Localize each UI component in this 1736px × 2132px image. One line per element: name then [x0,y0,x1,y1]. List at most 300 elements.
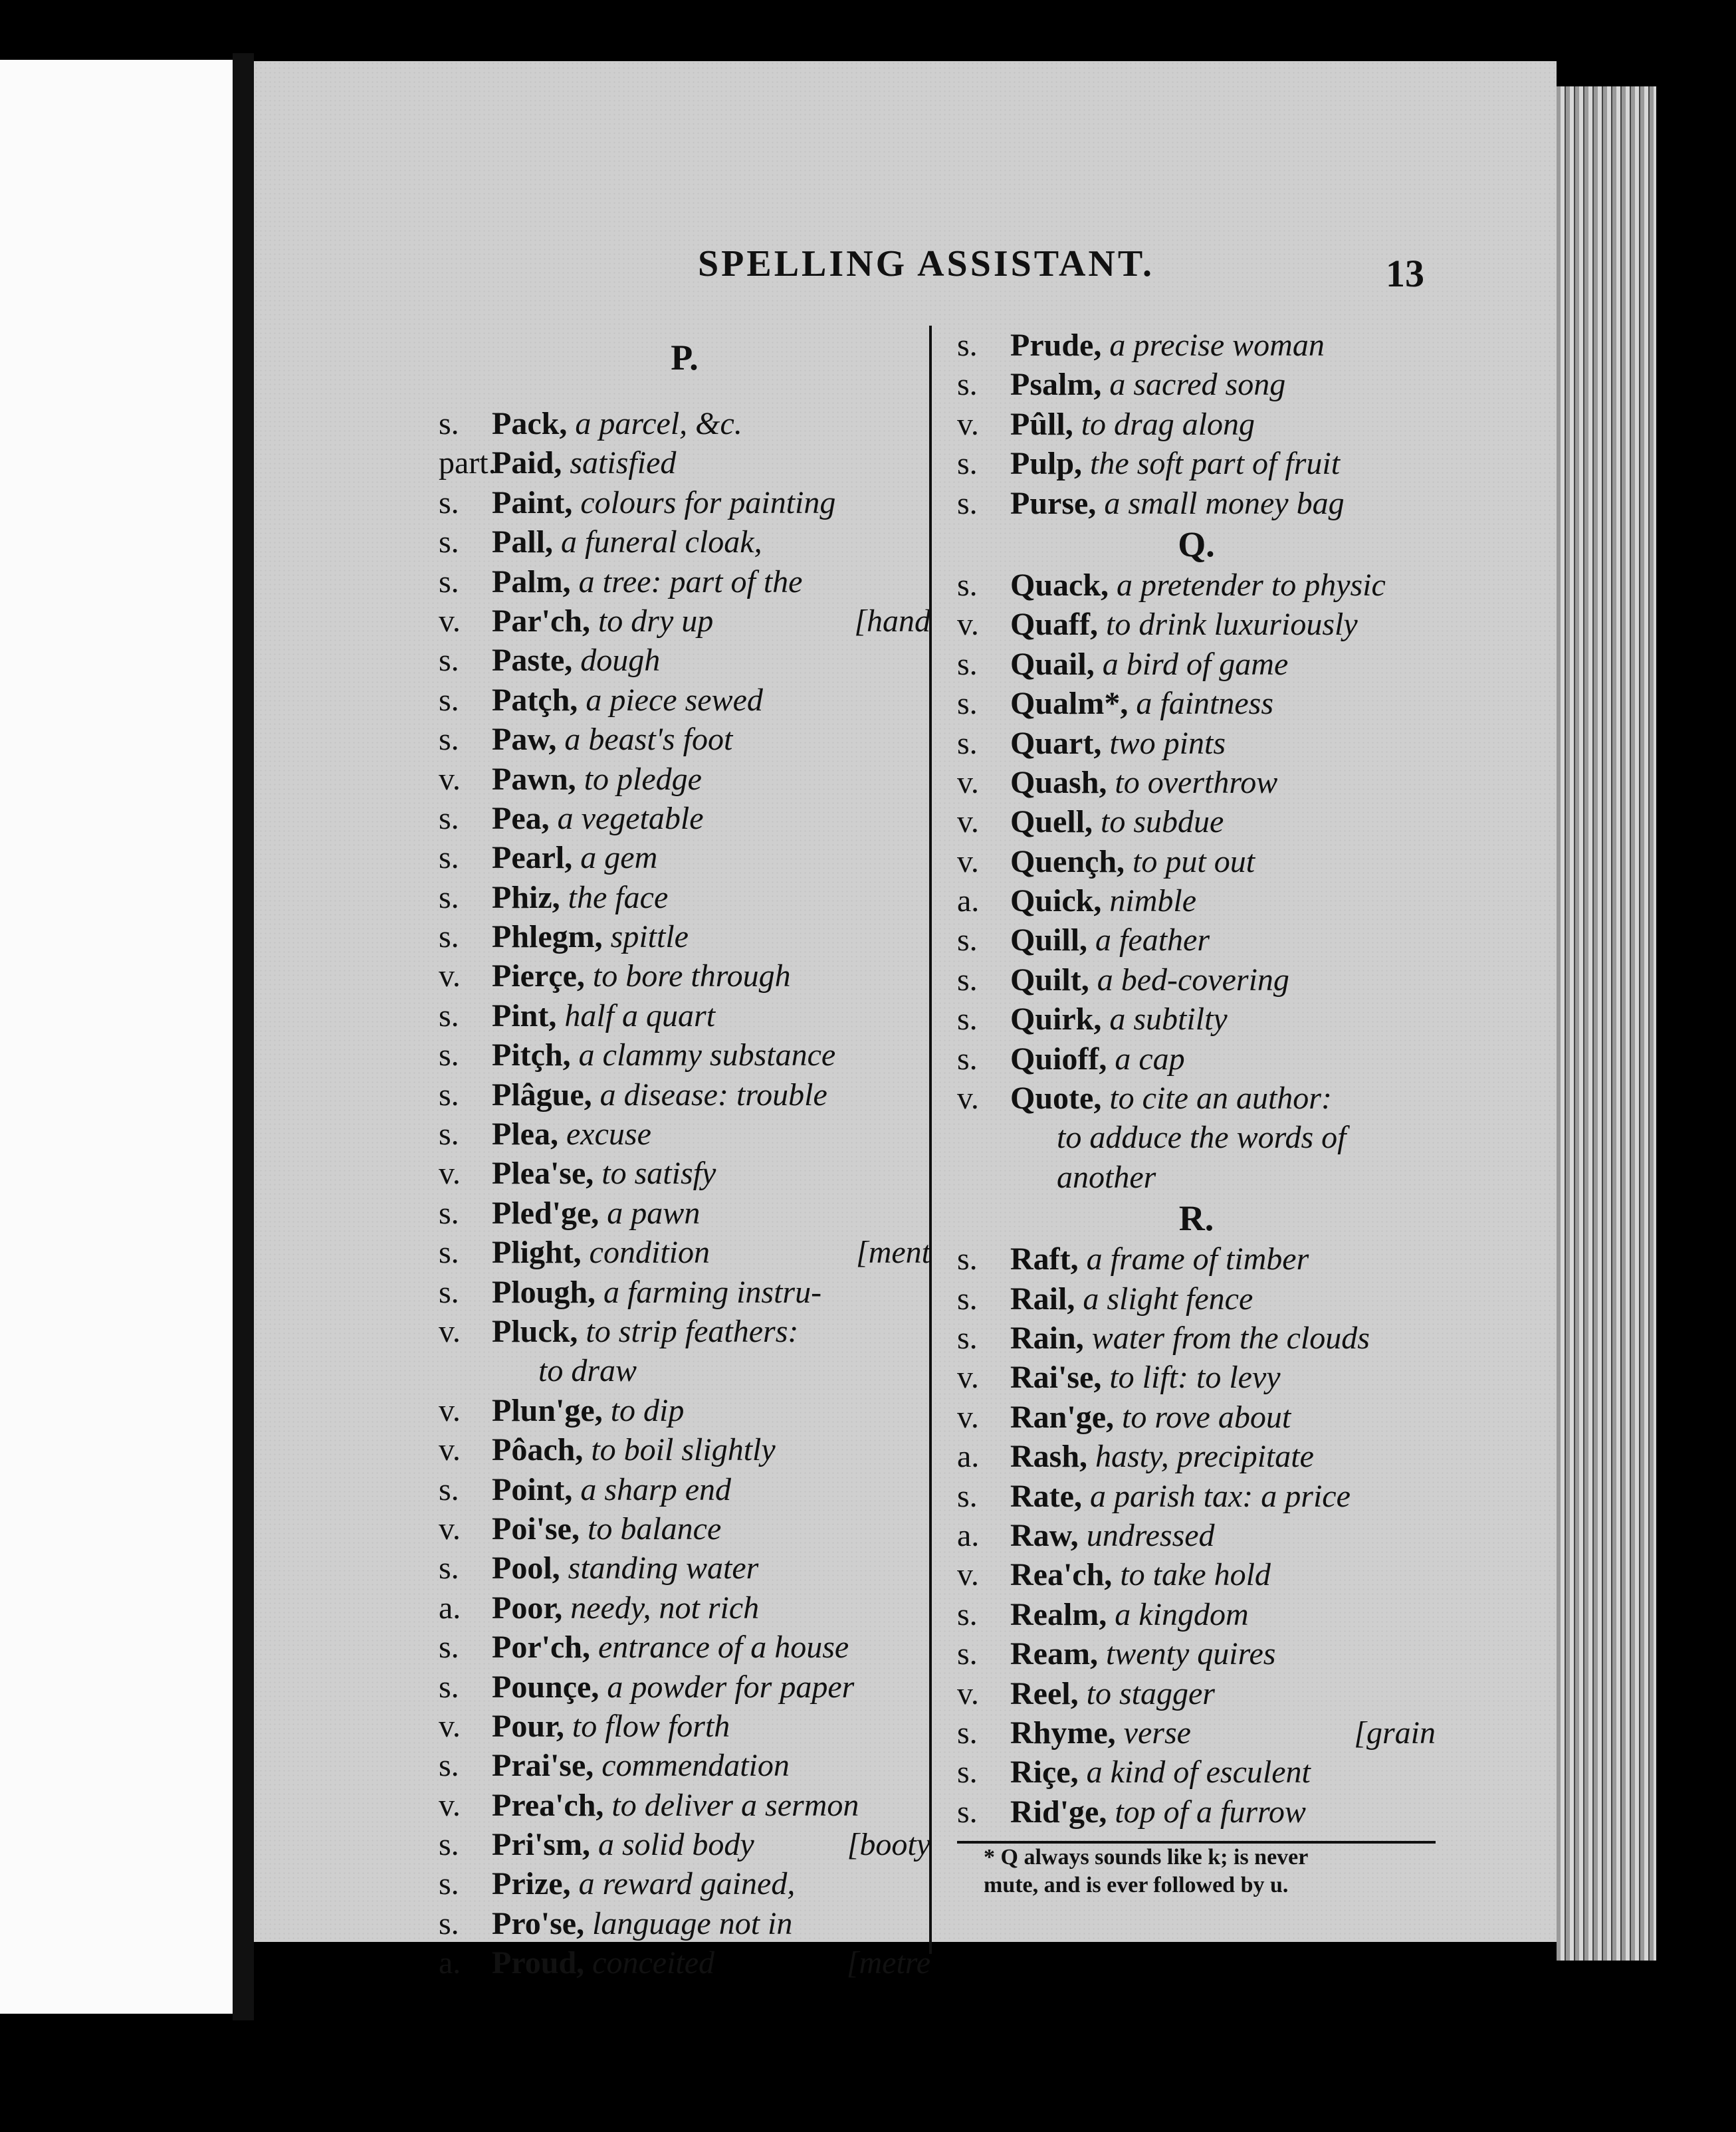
definition: a subtilty [1109,1002,1228,1037]
part-of-speech: s. [957,446,978,482]
part-of-speech: v. [439,1313,461,1349]
dictionary-entry [439,917,930,956]
part-of-speech: s. [439,1471,459,1507]
definition: language not in [592,1905,793,1941]
definition: to dry up [597,603,714,639]
definition: to bore through [592,958,791,994]
dictionary-entry [957,684,1436,723]
headword: Ream, [1010,1636,1098,1672]
dictionary-entry [439,1470,930,1509]
part-of-speech: s. [439,1195,459,1231]
dictionary-entry [439,1233,930,1272]
dictionary-entry [957,842,1436,881]
definition: a reward gained, [578,1866,796,1902]
entry-list-r [957,1239,1436,1832]
definition: water from the clouds [1091,1320,1370,1356]
definition: conceited [592,1945,715,1981]
headword: Purse, [1010,485,1097,521]
part-of-speech: a. [439,1945,461,1981]
definition: a feather [1095,922,1210,958]
dictionary-entry [439,1707,930,1746]
definition: to drink luxuriously [1106,607,1358,643]
definition: to strip feathers: [586,1313,799,1349]
part-of-speech: s. [957,922,978,958]
part-of-speech: s. [439,1866,459,1902]
dictionary-entry [439,1509,930,1548]
part-of-speech: s. [957,1755,978,1790]
part-of-speech: s. [439,840,459,876]
headword: Quash, [1010,764,1107,800]
definition: a sacred song [1109,367,1286,403]
headword: Quilt, [1010,962,1089,998]
part-of-speech: s. [439,406,459,441]
headword: Rai'se, [1010,1360,1102,1396]
part-of-speech: s. [439,1669,459,1705]
part-of-speech: s. [957,1041,978,1077]
headword: Raft, [1010,1241,1079,1277]
headword: Quill, [1010,922,1088,958]
part-of-speech: v. [957,406,979,442]
dictionary-entry [439,1115,930,1154]
definition: commendation [601,1748,790,1784]
part-of-speech: s. [439,1827,459,1863]
dictionary-entry [439,1864,930,1903]
part-of-speech: a. [957,1517,980,1553]
part-of-speech: s. [957,1478,978,1514]
headword: Plight, [492,1235,582,1271]
definition: a tree: part of the [578,564,803,599]
dictionary-entry [439,799,930,838]
headword: Paid, [492,445,562,481]
part-of-speech: s. [439,682,459,718]
dictionary-entry [439,601,930,641]
part-of-speech: s. [957,962,978,998]
dictionary-entry [439,1312,930,1351]
headword: Quart, [1010,725,1102,761]
definition: verse [1123,1715,1191,1751]
entry-continuation: another [1057,1159,1156,1195]
blank-left-page [0,60,233,2014]
dictionary-entry [439,878,930,917]
dictionary-entry [957,881,1436,920]
part-of-speech: s. [957,485,978,521]
entry-list-p-continued [957,326,1436,523]
definition: a bird of game [1102,646,1289,682]
dictionary-entry [439,681,930,720]
definition: to take hold [1120,1557,1271,1593]
definition: entrance of a house [597,1630,849,1665]
part-of-speech: s. [439,1077,459,1113]
headword: Rail, [1010,1281,1075,1317]
headword: Paste, [492,643,573,679]
definition: top of a furrow [1115,1794,1306,1830]
running-head: SPELLING ASSISTANT. [698,243,1155,284]
dictionary-entry [439,1588,930,1628]
dictionary-entry [957,1634,1436,1673]
definition: a gem [580,840,658,876]
dictionary-entry [439,1273,930,1312]
headword: Quirk, [1010,1002,1102,1037]
dictionary-entry [957,1477,1436,1516]
headword: Phlegm, [492,919,603,955]
part-of-speech: s. [439,1274,459,1310]
dictionary-entry [439,1548,930,1588]
definition: to cite an author: [1109,1081,1332,1117]
dictionary-entry [439,1628,930,1667]
definition: spittle [610,919,689,955]
part-of-speech: s. [957,1281,978,1317]
headword: Paw, [492,722,557,758]
definition: to balance [587,1511,722,1546]
dictionary-entry [439,720,930,759]
definition: to lift: to levy [1109,1360,1281,1396]
headword: Qualm*, [1010,686,1129,722]
part-of-speech: s. [957,328,978,363]
definition: to stagger [1086,1675,1215,1711]
definition: a sharp end [580,1471,732,1507]
dictionary-entry [439,1035,930,1075]
dictionary-entry [439,1391,930,1430]
book-gutter [233,53,254,2020]
part-of-speech: s. [439,800,459,836]
dictionary-entry [957,1437,1436,1476]
part-of-speech: a. [439,1590,461,1626]
headword: Quaff, [1010,607,1098,643]
entry-list-p [439,404,930,1983]
dictionary-entry [439,1904,930,1943]
headword: Ran'ge, [1010,1399,1114,1435]
dictionary-entry [439,956,930,996]
section-heading-p: P. [671,338,699,377]
dictionary-entry [957,605,1436,644]
part-of-speech: s. [957,1636,978,1672]
dictionary-entry [957,1358,1436,1397]
definition: a piece sewed [586,682,763,718]
dictionary-entry [957,763,1436,802]
headword: Prea'ch, [492,1787,604,1823]
headword: Plun'ge, [492,1392,603,1428]
headword: Plea, [492,1117,558,1152]
dictionary-entry [439,404,930,443]
part-of-speech: v. [439,761,461,797]
dictionary-entry [957,405,1436,444]
part-of-speech: v. [439,1156,461,1192]
definition: excuse [566,1117,651,1152]
definition: a frame of timber [1086,1241,1309,1277]
part-of-speech: s. [957,1596,978,1632]
definition: a farming instru- [603,1274,822,1310]
headword: Raw, [1010,1517,1079,1553]
definition: a parish tax: a price [1089,1478,1351,1514]
part-of-speech: s. [957,567,978,603]
headword: Pled'ge, [492,1195,599,1231]
definition: a disease: trouble [599,1077,827,1113]
headword: Quell, [1010,804,1093,840]
definition: a vegetable [557,800,704,836]
entry-continuation: to draw [538,1353,637,1389]
definition: a pretender to physic [1117,567,1386,603]
dictionary-entry [957,1792,1436,1832]
headword: Realm, [1010,1596,1107,1632]
dictionary-entry [957,1239,1436,1279]
dictionary-entry [957,960,1436,1000]
headword: Pawn, [492,761,576,797]
part-of-speech: v. [957,843,979,879]
dictionary-entry [439,641,930,680]
headword: Quençh, [1010,843,1125,879]
part-of-speech: v. [439,1511,461,1546]
headword: Pro'se, [492,1905,585,1941]
definition: the face [568,879,669,915]
headword: Pôach, [492,1432,584,1468]
part-of-speech: v. [439,603,461,639]
part-of-speech: v. [439,1432,461,1468]
dictionary-entry [439,996,930,1035]
entry-continuation: to adduce the words of [1057,1120,1347,1156]
dictionary-entry [439,1075,930,1115]
headword: Por'ch, [492,1630,590,1665]
dictionary-entry [439,443,930,482]
dictionary-entry [957,1000,1436,1039]
headword: Paint, [492,484,573,520]
headword: Pool, [492,1550,560,1586]
definition: to flow forth [572,1708,730,1744]
headword: Rea'ch, [1010,1557,1113,1593]
dictionary-entry [957,1319,1436,1358]
dictionary-entry [957,365,1436,404]
part-of-speech: a. [957,1439,980,1475]
headword: Pitçh, [492,1037,571,1073]
part-of-speech: v. [957,1081,979,1117]
dictionary-entry [957,566,1436,605]
dictionary-entry [439,1943,930,1982]
definition: a precise woman [1109,328,1325,363]
left-column [439,326,930,1983]
section-heading-r: R. [1178,1198,1214,1239]
footnote-line: mute, and is ever followed by u. [984,1873,1289,1898]
part-of-speech: s. [439,1037,459,1073]
definition: twenty quires [1105,1636,1276,1672]
headword: Pulp, [1010,446,1083,482]
definition: a small money bag [1104,485,1345,521]
part-of-speech: s. [439,1235,459,1271]
part-of-speech: s. [439,1748,459,1784]
definition: a faintness [1136,686,1274,722]
headword: Reel, [1010,1675,1079,1711]
headword: Prude, [1010,328,1102,363]
headword: Pûll, [1010,406,1073,442]
part-of-speech: v. [957,1557,979,1593]
part-of-speech: s. [439,879,459,915]
headword: Pint, [492,998,557,1033]
part-of-speech: v. [439,958,461,994]
right-column [957,326,1436,1899]
headword: Pour, [492,1708,564,1744]
page-edges [1557,86,1656,1961]
headword: Psalm, [1010,367,1102,403]
definition: half a quart [564,998,716,1033]
overflow-bracket: [metre [846,1945,930,1981]
part-of-speech: s. [957,646,978,682]
headword: Par'ch, [492,603,590,639]
dictionary-entry [439,1746,930,1785]
part-of-speech: s. [439,524,459,560]
definition: a pawn [607,1195,701,1231]
definition: a beast's foot [564,722,733,758]
headword: Rash, [1010,1439,1088,1475]
definition: a powder for paper [607,1669,855,1705]
dictionary-entry [439,562,930,601]
headword: Pack, [492,406,568,441]
definition: a bed-covering [1097,962,1289,998]
dictionary-entry [957,326,1436,365]
overflow-bracket: [ment [856,1235,930,1271]
definition: a parcel, &c. [575,406,742,441]
dictionary-entry [957,1039,1436,1079]
dictionary-entry [439,522,930,562]
part-of-speech: s. [957,367,978,403]
headword: Pearl, [492,840,573,876]
headword: Rhyme, [1010,1715,1116,1751]
part-of-speech: s. [439,564,459,599]
part-of-speech: s. [439,1905,459,1941]
part-of-speech: s. [439,998,459,1033]
part-of-speech: v. [957,1675,979,1711]
headword: Point, [492,1471,573,1507]
definition: two pints [1109,725,1226,761]
dictionary-entry [439,1430,930,1469]
dictionary-entry [957,1279,1436,1319]
part-of-speech: v. [957,1360,979,1396]
definition: nimble [1109,883,1197,919]
part-of-speech: s. [957,1241,978,1277]
definition: a funeral cloak, [561,524,762,560]
headword: Rate, [1010,1478,1082,1514]
entry-list-q [957,566,1436,1197]
headword: Plea'se, [492,1156,594,1192]
definition: the soft part of fruit [1090,446,1341,482]
dictionary-entry [957,645,1436,684]
dictionary-entry [957,724,1436,763]
headword: Pounçe, [492,1669,599,1705]
definition: standing water [568,1550,759,1586]
definition: undressed [1086,1517,1215,1553]
definition: dough [580,643,661,679]
headword: Quote, [1010,1081,1102,1117]
dictionary-entry [439,1194,930,1233]
headword: Plough, [492,1274,596,1310]
definition: satisfied [570,445,677,481]
definition: a cap [1115,1041,1185,1077]
headword: Quack, [1010,567,1109,603]
part-of-speech: s. [439,919,459,955]
part-of-speech: s. [439,484,459,520]
headword: Quioff, [1010,1041,1107,1077]
definition: needy, not rich [570,1590,760,1626]
headword: Pri'sm, [492,1827,590,1863]
definition: to drag along [1081,406,1255,442]
dictionary-entry [957,444,1436,483]
headword: Quail, [1010,646,1095,682]
definition: to dip [610,1392,685,1428]
dictionary-entry [439,1667,930,1707]
definition: a clammy substance [578,1037,836,1073]
headword: Patçh, [492,682,578,718]
dictionary-entry [957,1398,1436,1437]
headword: Riçe, [1010,1755,1079,1790]
dictionary-entry [439,838,930,877]
definition: a kingdom [1115,1596,1249,1632]
part-of-speech: s. [439,1550,459,1586]
definition: a solid body [597,1827,754,1863]
definition: to rove about [1122,1399,1291,1435]
overflow-bracket: [grain [1354,1715,1436,1751]
headword: Proud, [492,1945,585,1981]
part-of-speech: s. [957,725,978,761]
part-of-speech: part. [439,445,496,481]
headword: Poor, [492,1590,563,1626]
dictionary-entry [957,920,1436,960]
definition: to subdue [1101,804,1224,840]
part-of-speech: s. [957,1715,978,1751]
definition: hasty, precipitate [1095,1439,1314,1475]
headword: Palm, [492,564,571,599]
part-of-speech: v. [957,607,979,643]
headword: Pluck, [492,1313,578,1349]
definition: condition [589,1235,710,1271]
part-of-speech: v. [957,1399,979,1435]
part-of-speech: v. [439,1787,461,1823]
dictionary-entry [957,1595,1436,1634]
section-heading-q: Q. [1178,524,1215,564]
part-of-speech: v. [957,764,979,800]
part-of-speech: s. [439,1630,459,1665]
headword: Rain, [1010,1320,1084,1356]
dictionary-entry [957,1555,1436,1594]
part-of-speech: s. [439,722,459,758]
definition: to overthrow [1115,764,1278,800]
dictionary-entry [439,1825,930,1864]
part-of-speech: s. [957,1794,978,1830]
definition: to pledge [584,761,702,797]
dictionary-entry [957,802,1436,841]
definition: a slight fence [1083,1281,1253,1317]
footnote-line: * Q always sounds like k; is never [984,1845,1309,1870]
part-of-speech: v. [439,1708,461,1744]
headword: Pall, [492,524,553,560]
definition: to boil slightly [591,1432,776,1468]
part-of-speech: s. [439,643,459,679]
dictionary-entry [957,484,1436,523]
part-of-speech: s. [957,1320,978,1356]
dictionary-entry [957,1753,1436,1792]
dictionary-entry [439,1786,930,1825]
headword: Quick, [1010,883,1102,919]
definition: a kind of esculent [1086,1755,1311,1790]
headword: Pierçe, [492,958,585,994]
headword: Phiz, [492,879,560,915]
headword: Pea, [492,800,550,836]
part-of-speech: v. [957,804,979,840]
part-of-speech: s. [957,686,978,722]
overflow-bracket: [hand [854,603,930,639]
definition: to put out [1133,843,1255,879]
part-of-speech: s. [439,1117,459,1152]
definition: to deliver a sermon [611,1787,859,1823]
page-number: 13 [1386,252,1424,295]
headword: Plâgue, [492,1077,592,1113]
definition: colours for painting [580,484,836,520]
